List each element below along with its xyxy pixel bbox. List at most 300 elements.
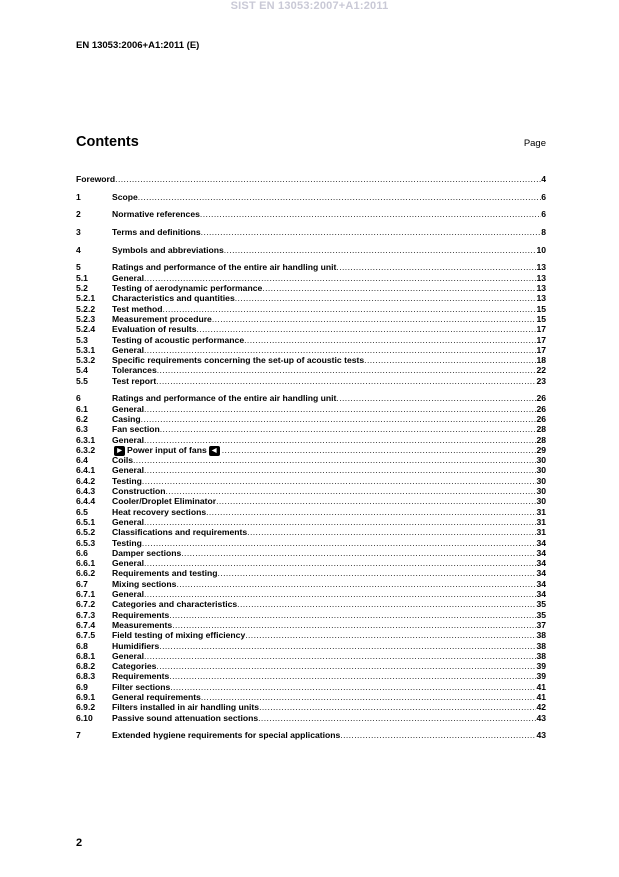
toc-entry[interactable]: [76, 538, 546, 548]
toc-entry-title: [112, 486, 165, 496]
toc-entry-title-text: General: [112, 516, 145, 527]
toc-entry-title-text: Testing of acoustic performance: [112, 334, 245, 345]
toc-entry-number: 6.4: [76, 455, 88, 466]
toc-entry-page: 6: [541, 191, 546, 202]
toc-entry-number: 6.5.3: [76, 537, 96, 548]
toc-entry-title: [112, 365, 157, 375]
toc-entry-title: [112, 579, 176, 589]
toc-entry-title: [112, 393, 336, 403]
toc-entry-title: [112, 610, 169, 620]
toc-leader-dots: [169, 671, 536, 681]
toc-entry-title: [76, 174, 115, 184]
toc-leader-dots: [216, 496, 536, 506]
toc-entry[interactable]: [76, 713, 546, 723]
toc-entry-number: 1: [76, 191, 81, 202]
toc-entry-title: [112, 558, 144, 568]
toc-entry[interactable]: [76, 324, 546, 334]
toc-entry[interactable]: [76, 599, 546, 609]
toc-entry-number: 6.9.1: [76, 692, 96, 702]
toc-entry[interactable]: [76, 435, 546, 445]
toc-entry-title-text: Filters installed in air handling units: [112, 702, 260, 713]
toc-entry-page: 37: [536, 619, 546, 630]
toc-entry-title: [112, 517, 144, 527]
toc-entry-page: 31: [536, 516, 546, 527]
toc-entry-page: 26: [536, 393, 546, 404]
toc-entry-page: 43: [536, 712, 546, 723]
toc-entry-title-text: Classifications and requirements: [112, 527, 248, 538]
toc-entry-number: 6.7.2: [76, 599, 96, 610]
toc-leader-dots: [142, 476, 537, 486]
toc-entry-title-text: Cooler/Droplet Eliminator: [112, 496, 217, 507]
toc-leader-dots: [197, 324, 537, 334]
toc-leader-dots: [340, 730, 536, 740]
toc-entry-title: [112, 455, 133, 465]
toc-leader-dots: [165, 486, 536, 496]
toc-entry[interactable]: [76, 227, 546, 237]
toc-entry-title: [112, 262, 336, 272]
toc-leader-dots: [364, 355, 536, 365]
toc-entry-number: 6.9.2: [76, 702, 96, 713]
toc-entry-page: 39: [536, 671, 546, 682]
toc-leader-dots: [144, 517, 536, 527]
toc-entry-title-text: Symbols and abbreviations: [112, 244, 224, 255]
toc-entry[interactable]: [76, 589, 546, 599]
toc-entry-number: 5.2.3: [76, 313, 96, 324]
toc-entry-title-text: General: [112, 344, 145, 355]
toc-entry-title-text: General: [112, 434, 145, 445]
toc-entry[interactable]: [76, 702, 546, 712]
toc-entry-title: [112, 335, 244, 345]
toc-entry-title-text: Construction: [112, 486, 166, 497]
toc-entry-page: 30: [536, 465, 546, 476]
toc-entry-number: 6.3.1: [76, 434, 96, 445]
toc-entry[interactable]: [76, 558, 546, 568]
toc-entry-number: 5.3: [76, 334, 88, 345]
toc-entry-page: 23: [536, 375, 546, 386]
toc-entry-number: 6.7.3: [76, 609, 96, 620]
toc-entry-number: 6.2: [76, 413, 88, 424]
toc-entry-number: 5.2: [76, 283, 88, 294]
toc-entry-title-text: Ratings and performance of the entire air handling unit: [112, 262, 337, 273]
toc-entry-number: 5.4: [76, 365, 88, 376]
toc-leader-dots: [200, 209, 541, 219]
toc-entry-page: 39: [536, 661, 546, 672]
toc-leader-dots: [181, 548, 536, 558]
toc-leader-dots: [160, 424, 537, 434]
toc-entry-page: 30: [536, 496, 546, 507]
toc-leader-dots: [157, 365, 537, 375]
toc-entry[interactable]: [76, 192, 546, 202]
toc-entry-page: 34: [536, 558, 546, 569]
toc-entry[interactable]: [76, 682, 546, 692]
toc-entry-title: [112, 651, 144, 661]
toc-entry-title-text: Passive sound attenuation sections: [112, 712, 259, 723]
toc-entry-page: 38: [536, 640, 546, 651]
toc-entry-title-text: Filter sections: [112, 681, 171, 692]
contents-title: Contents: [76, 134, 139, 150]
amendment-end-icon: ◀: [209, 446, 220, 456]
toc-entry-title: [112, 404, 144, 414]
toc-entry-title-text: Test report: [112, 375, 157, 386]
toc-leader-dots: [259, 702, 536, 712]
toc-entry-title-text: Mixing sections: [112, 578, 177, 589]
toc-leader-dots: [156, 661, 536, 671]
toc-entry-title-text: Foreword: [76, 174, 116, 184]
toc-entry[interactable]: [76, 424, 546, 434]
toc-entry-number: 6.8: [76, 640, 88, 651]
toc-entry-title-text: Evaluation of results: [112, 324, 197, 335]
toc-entry[interactable]: [76, 273, 546, 283]
toc-entry-title-text: Categories and characteristics: [112, 599, 238, 610]
toc-leader-dots: [222, 445, 537, 455]
toc-leader-dots: [138, 192, 541, 202]
toc-entry-title-text: Casing: [112, 413, 141, 424]
toc-leader-dots: [169, 610, 536, 620]
toc-leader-dots: [212, 314, 537, 324]
toc-entry-title-text: General: [112, 403, 145, 414]
toc-leader-dots: [162, 304, 536, 314]
toc-entry-page: 6: [541, 209, 546, 220]
toc-entry-title: [112, 671, 169, 681]
toc-leader-dots: [172, 620, 536, 630]
toc-entry-title: [112, 314, 212, 324]
toc-entry-page: 28: [536, 424, 546, 435]
toc-entry-page: 22: [536, 365, 546, 376]
toc-entry-title-text: Extended hygiene requirements for special applications: [112, 730, 341, 741]
toc-entry[interactable]: [76, 527, 546, 537]
toc-entry-title-text: General requirements: [112, 692, 201, 702]
toc-leader-dots: [144, 345, 536, 355]
toc-entry-page: 41: [536, 681, 546, 692]
amendment-start-icon: ▶: [114, 446, 125, 456]
toc-entry-page: 18: [536, 355, 546, 366]
toc-entry-page: 35: [536, 609, 546, 620]
toc-entry-number: 6.5: [76, 506, 88, 517]
toc-entry-title-text: Field testing of mixing efficiency: [112, 630, 246, 641]
toc-leader-dots: [176, 579, 536, 589]
toc-entry-page: 8: [541, 227, 546, 238]
toc-entry-page: 30: [536, 475, 546, 486]
page-column-label: Page: [523, 138, 546, 149]
toc-entry-page: 28: [536, 434, 546, 445]
toc-leader-dots: [144, 465, 536, 475]
toc-entry-number: 5.3.1: [76, 344, 96, 355]
toc-entry-number: 6.6.1: [76, 558, 96, 569]
toc-entry-title: [112, 527, 247, 537]
toc-entry-number: 5.5: [76, 375, 88, 386]
toc-entry-number: 6.10: [76, 712, 93, 723]
toc-entry[interactable]: [76, 486, 546, 496]
toc-entry-title: [112, 589, 144, 599]
toc-entry[interactable]: [76, 661, 546, 671]
toc-entry[interactable]: [76, 620, 546, 630]
toc-entry-number: 6.9: [76, 681, 88, 692]
toc-entry-number: 6.8.1: [76, 650, 96, 661]
toc-entry-number: 6.6: [76, 547, 88, 558]
toc-leader-dots: [237, 599, 536, 609]
toc-entry-page: 17: [536, 334, 546, 345]
toc-entry-page: 34: [536, 589, 546, 600]
toc-entry-title-text: Specific requirements concerning the set-up of acoustic tests: [112, 355, 365, 366]
toc-entry[interactable]: [76, 314, 546, 324]
toc-entry[interactable]: [76, 465, 546, 475]
toc-leader-dots: [144, 589, 536, 599]
toc-entry-title-text: Scope: [112, 191, 138, 202]
toc-entry[interactable]: [76, 393, 546, 403]
toc-entry-number: 5.3.2: [76, 355, 96, 366]
toc-leader-dots: [170, 682, 536, 692]
toc-entry[interactable]: [76, 283, 546, 293]
toc-entry-page: 38: [536, 650, 546, 661]
toc-leader-dots: [144, 651, 536, 661]
toc-entry-title: [112, 599, 237, 609]
toc-entry-title-text: Measurement procedure: [112, 313, 212, 324]
toc-entry-page: 42: [536, 702, 546, 713]
toc-entry[interactable]: [76, 651, 546, 661]
toc-entry-number: 5: [76, 262, 81, 273]
toc-entry-title: [112, 324, 197, 334]
toc-entry-page: 17: [536, 324, 546, 335]
toc-entry-title-text: Damper sections: [112, 547, 182, 558]
toc-entry-number: 6.5.2: [76, 527, 96, 538]
toc-entry-title: [112, 713, 258, 723]
toc-entry-title-text: Requirements and testing: [112, 568, 218, 579]
toc-entry[interactable]: [76, 507, 546, 517]
toc-entry-number: 6.5.1: [76, 516, 96, 527]
toc-entry-title-text: General: [112, 650, 145, 661]
toc-entry-number: 6.8.3: [76, 671, 96, 682]
toc-entry-title: [112, 630, 245, 640]
toc-entry-number: 6.4.1: [76, 465, 96, 476]
toc-entry[interactable]: [76, 414, 546, 424]
toc-entry-page: 26: [536, 403, 546, 414]
toc-entry-title-text: General: [112, 558, 145, 569]
toc-leader-dots: [244, 335, 536, 345]
toc-entry-number: 6.4.4: [76, 496, 96, 507]
toc-entry[interactable]: [76, 730, 546, 740]
toc-entry-number: 6.7: [76, 578, 88, 589]
toc-entry-title: [112, 227, 201, 237]
toc-entry-title-text: Heat recovery sections: [112, 506, 207, 517]
toc-entry-title: [112, 293, 235, 303]
toc-leader-dots: [133, 455, 536, 465]
toc-entry[interactable]: [76, 496, 546, 506]
toc-entry[interactable]: [76, 174, 546, 184]
toc-entry-title-text: Tolerances: [112, 365, 157, 376]
toc-leader-dots: [245, 630, 536, 640]
toc-entry-title-text: Requirements: [112, 671, 170, 682]
toc-entry-page: 4: [541, 174, 546, 184]
toc-entry-number: 6.1: [76, 403, 88, 414]
toc-entry-number: 6.4.3: [76, 486, 96, 497]
toc-entry-number: 4: [76, 244, 81, 255]
toc-entry-title: [112, 496, 216, 506]
toc-entry-title-text: Normative references: [112, 209, 200, 220]
toc-entry-title: [112, 465, 144, 475]
toc-entry[interactable]: [76, 548, 546, 558]
toc-entry-title: [112, 476, 142, 486]
toc-entry-title-text: Power input of fans: [127, 444, 207, 455]
toc-leader-dots: [144, 558, 536, 568]
toc-entry[interactable]: [76, 610, 546, 620]
toc-leader-dots: [224, 245, 537, 255]
document-id: EN 13053:2006+A1:2011 (E): [76, 40, 200, 51]
toc-entry-number: 6.4.2: [76, 475, 96, 486]
toc-entry[interactable]: [76, 671, 546, 681]
toc-entry-page: 13: [536, 293, 546, 304]
toc-entry-title: [112, 345, 144, 355]
toc-entry-number: 6: [76, 393, 81, 404]
toc-entry-title: [112, 192, 138, 202]
toc-entry-title: [112, 283, 262, 293]
toc-entry-title: [112, 435, 144, 445]
toc-entry[interactable]: [76, 365, 546, 375]
toc-entry-page: 34: [536, 568, 546, 579]
toc-entry-title-text: General: [112, 589, 145, 600]
toc-entry-title: [112, 304, 162, 314]
toc-entry-page: 13: [536, 283, 546, 294]
toc-entry[interactable]: [76, 476, 546, 486]
toc-entry[interactable]: [76, 641, 546, 651]
toc-entry-title-text: Testing: [112, 537, 142, 548]
toc-entry-page: 34: [536, 547, 546, 558]
toc-leader-dots: [115, 174, 541, 184]
toc-entry-number: 6.3: [76, 424, 88, 435]
toc-entry-title: [112, 620, 172, 630]
toc-entry-number: 7: [76, 730, 81, 741]
toc-entry-title-text: Testing: [112, 475, 142, 486]
toc-entry-number: 2: [76, 209, 81, 220]
toc-entry-page: 15: [536, 303, 546, 314]
toc-entry-title-text: Measurements: [112, 619, 173, 630]
toc-entry-title: [112, 641, 159, 651]
toc-entry[interactable]: [76, 455, 546, 465]
toc-entry-number: 6.7.4: [76, 619, 96, 630]
toc-entry[interactable]: [76, 293, 546, 303]
toc-entry-page: 38: [536, 630, 546, 641]
toc-entry-title-text: Characteristics and quantities: [112, 293, 235, 304]
toc-entry-title-text: Coils: [112, 455, 134, 466]
toc-entry-number: 6.6.2: [76, 568, 96, 579]
toc-leader-dots: [235, 293, 537, 303]
toc-leader-dots: [141, 414, 537, 424]
toc-leader-dots: [336, 393, 536, 403]
page-number: 2: [76, 837, 83, 849]
toc-entry-number: 6.3.2: [76, 444, 96, 455]
toc-entry-page: 41: [536, 692, 546, 702]
toc-entry-number: 5.2.4: [76, 324, 96, 335]
toc-entry-title: [112, 245, 224, 255]
toc-entry[interactable]: [76, 355, 546, 365]
toc-entry[interactable]: [76, 568, 546, 578]
toc-entry-title-text: General: [112, 465, 145, 476]
toc-entry-number: 6.7.5: [76, 630, 96, 641]
toc-entry-number: 3: [76, 227, 81, 238]
toc-entry-title: [112, 445, 222, 456]
toc-leader-dots: [218, 568, 537, 578]
toc-entry-number: 5.1: [76, 272, 88, 283]
toc-entry-page: 31: [536, 527, 546, 538]
toc-entry[interactable]: [76, 445, 546, 455]
toc-entry-number: 6.8.2: [76, 661, 96, 672]
toc-leader-dots: [247, 527, 536, 537]
toc-entry-title-text: Terms and definitions: [112, 227, 201, 238]
toc-entry-number: 6.7.1: [76, 589, 96, 600]
toc-leader-dots: [144, 404, 536, 414]
toc-entry-page: 15: [536, 313, 546, 324]
toc-entry-title-text: Testing of aerodynamic performance: [112, 283, 263, 294]
toc-entry-page: 31: [536, 506, 546, 517]
toc-entry-title: [112, 661, 156, 671]
toc-entry-title: [112, 414, 141, 424]
toc-leader-dots: [159, 641, 536, 651]
toc-entry-title: [112, 730, 340, 740]
toc-entry-title: [112, 538, 142, 548]
toc-entry[interactable]: [76, 517, 546, 527]
toc-entry-title: [112, 376, 156, 386]
toc-entry[interactable]: [76, 304, 546, 314]
toc-entry-title: [112, 424, 160, 434]
toc-entry-title: [112, 507, 206, 517]
toc-entry[interactable]: [76, 692, 546, 702]
toc-entry-number: 5.2.1: [76, 293, 96, 304]
toc-leader-dots: [262, 283, 536, 293]
toc-entry-page: 26: [536, 413, 546, 424]
toc-leader-dots: [336, 262, 536, 272]
toc-entry-page: 34: [536, 537, 546, 548]
toc-leader-dots: [201, 692, 537, 702]
toc-entry-title-text: General: [112, 272, 145, 283]
toc-entry-page: 35: [536, 599, 546, 610]
toc-entry-title: [112, 568, 218, 578]
toc-entry-title: [112, 682, 170, 692]
table-of-contents: [76, 174, 546, 741]
toc-entry[interactable]: [76, 376, 546, 386]
toc-entry-title: [112, 548, 181, 558]
toc-leader-dots: [201, 227, 542, 237]
toc-entry-page: 30: [536, 486, 546, 497]
toc-entry[interactable]: [76, 262, 546, 272]
toc-entry[interactable]: [76, 209, 546, 219]
toc-entry-title-text: Ratings and performance of the entire air handling unit: [112, 393, 337, 404]
toc-entry-title-text: Test method: [112, 303, 163, 314]
toc-entry-title: [112, 273, 144, 283]
toc-entry-title: [112, 209, 200, 219]
toc-leader-dots: [156, 376, 536, 386]
toc-entry[interactable]: [76, 404, 546, 414]
toc-entry-title-text: Requirements: [112, 609, 170, 620]
toc-entry-page: 17: [536, 344, 546, 355]
toc-entry[interactable]: [76, 345, 546, 355]
toc-entry-number: 5.2.2: [76, 303, 96, 314]
toc-entry[interactable]: [76, 579, 546, 589]
toc-leader-dots: [258, 713, 536, 723]
toc-entry-page: 13: [536, 262, 546, 273]
toc-entry-page: 43: [536, 730, 546, 741]
toc-leader-dots: [144, 435, 536, 445]
toc-entry-title: [112, 355, 364, 365]
toc-leader-dots: [144, 273, 536, 283]
watermark: SIST EN 13053:2007+A1:2011: [230, 0, 389, 12]
toc-leader-dots: [206, 507, 536, 517]
toc-entry[interactable]: [76, 335, 546, 345]
toc-entry-page: 13: [536, 272, 546, 283]
toc-entry-title: [112, 692, 201, 702]
toc-entry-title-text: Humidifiers: [112, 640, 160, 651]
toc-entry-title: [112, 702, 259, 712]
toc-entry[interactable]: [76, 630, 546, 640]
toc-entry[interactable]: [76, 245, 546, 255]
